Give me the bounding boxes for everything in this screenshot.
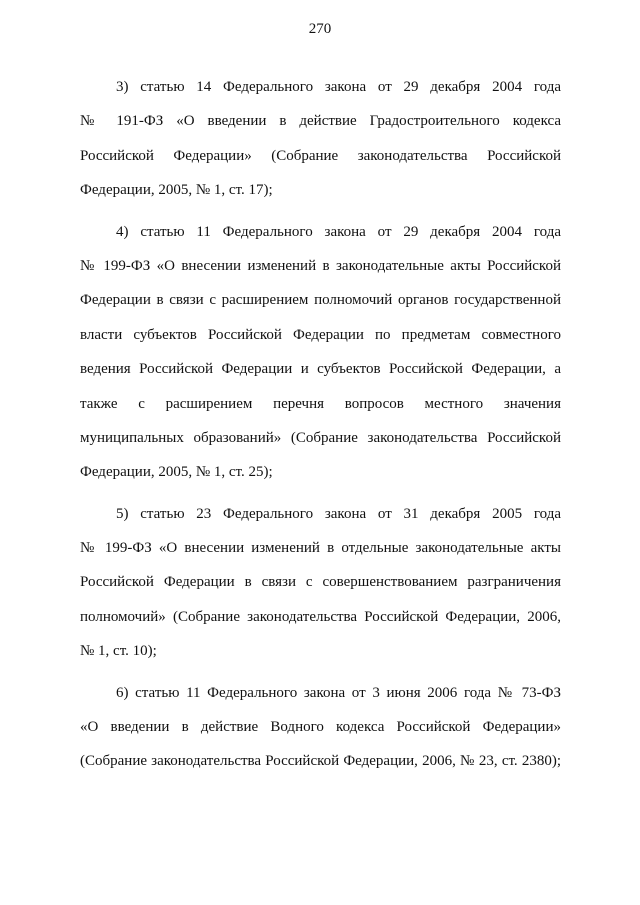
paragraph-line: «О введении в действие Водного кодекса Российской Федерации»: [80, 719, 561, 736]
paragraph-line: (Собрание законодательства Российской Федерации, 2006, № 23, ст. 2380);: [80, 753, 561, 770]
paragraph-line: № 199-ФЗ «О внесении изменений в законодательные акты Российской: [80, 257, 561, 274]
paragraph-line: власти субъектов Российской Федерации по предметам совместного: [80, 326, 561, 343]
paragraph-line: № 199-ФЗ «О внесении изменений в отдельные законодательные акты: [80, 540, 561, 557]
paragraph-line: Российской Федерации» (Собрание законодательства Российской: [80, 147, 561, 164]
paragraph-line: Федерации, 2005, № 1, ст. 17);: [80, 182, 273, 199]
paragraph-line: 5) статью 23 Федерального закона от 31 декабря 2005 года: [116, 505, 561, 522]
paragraph-line: муниципальных образований» (Собрание законодательства Российской: [80, 429, 561, 446]
paragraph-line: также с расширением перечня вопросов местного значения: [80, 395, 561, 412]
paragraph-item-6: [80, 676, 561, 779]
paragraph-item-3: [80, 70, 561, 208]
paragraph-line: № 1, ст. 10);: [80, 643, 157, 660]
paragraph-line: 4) статью 11 Федерального закона от 29 декабря 2004 года: [116, 223, 561, 240]
page-number: 270: [308, 21, 332, 37]
paragraph-line: полномочий» (Собрание законодательства Российской Федерации, 2006,: [80, 608, 561, 625]
paragraph-line: 3) статью 14 Федерального закона от 29 декабря 2004 года: [116, 79, 561, 95]
paragraph-line: 6) статью 11 Федерального закона от 3 июня 2006 года № 73-ФЗ: [116, 684, 561, 701]
paragraph-line: ведения Российской Федерации и субъектов Российской Федерации, а: [80, 361, 561, 378]
paragraph-line: Федерации в связи с расширением полномочий органов государственной: [80, 292, 561, 309]
paragraph-line: № 191-ФЗ «О введении в действие Градостроительного кодекса: [80, 113, 561, 130]
document-body: [80, 70, 561, 786]
paragraph-line: Российской Федерации в связи с совершенствованием разграничения: [80, 574, 561, 591]
paragraph-item-4: [80, 215, 561, 490]
paragraph-line: Федерации, 2005, № 1, ст. 25);: [80, 464, 273, 481]
paragraph-item-5: [80, 497, 561, 669]
